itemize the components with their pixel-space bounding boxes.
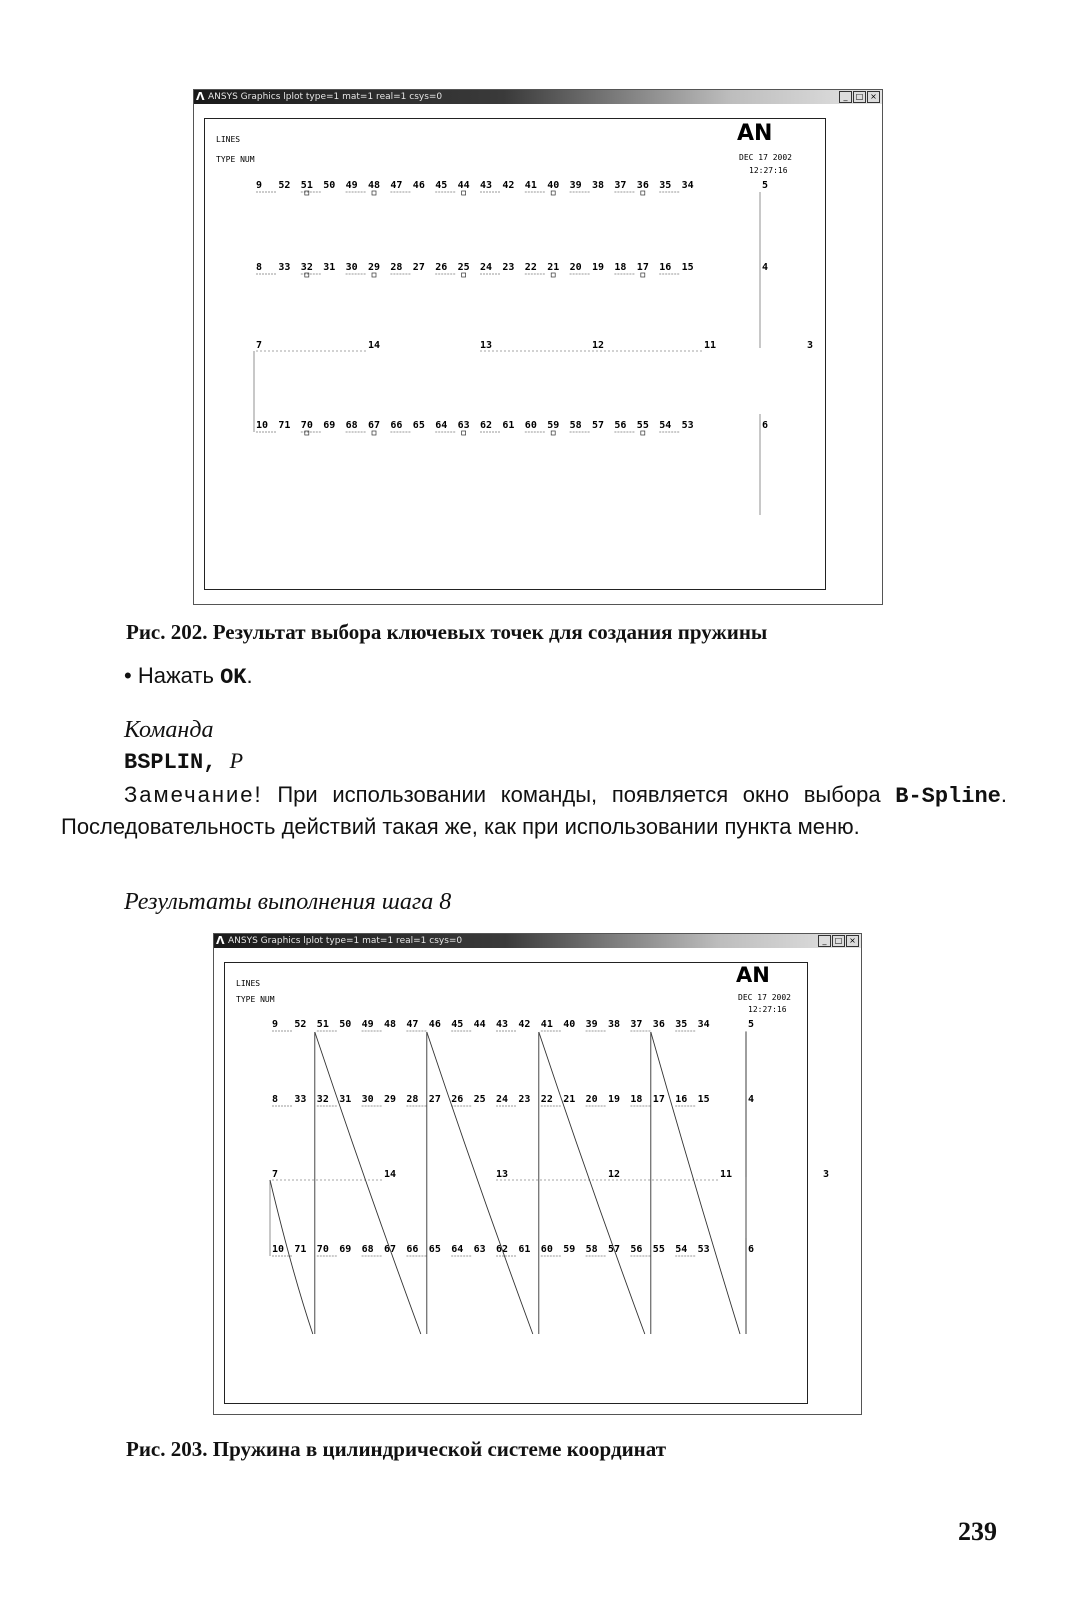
- keypoint-label: 28: [406, 1094, 419, 1105]
- keypoint-label: 43: [496, 1019, 509, 1030]
- keypoint-label: 52: [294, 1019, 307, 1030]
- keypoint-label: 4: [762, 262, 769, 273]
- command-line: [124, 748, 243, 775]
- keypoint-label: 45: [435, 180, 448, 191]
- command-arg: P: [229, 748, 244, 773]
- plot-time: 12:27:16: [748, 1005, 787, 1014]
- keypoint-label: 49: [361, 1019, 374, 1030]
- keypoints-layer: [254, 180, 813, 515]
- keypoint-label: 55: [636, 420, 649, 431]
- keypoint-label: 58: [585, 1244, 598, 1255]
- keypoint-label: 29: [384, 1094, 397, 1105]
- keypoint-label: 65: [428, 1244, 441, 1255]
- label-type-num: TYPE NUM: [236, 995, 275, 1004]
- spring-coil: [427, 1032, 533, 1334]
- keypoint-label: 6: [762, 420, 769, 431]
- note-code: B-Spline: [895, 784, 1001, 809]
- keypoint-label: 64: [451, 1244, 464, 1255]
- keypoint-label: 27: [428, 1094, 441, 1105]
- keypoint-label: 33: [278, 262, 291, 273]
- plot-area: [194, 90, 882, 604]
- spring-coil: [270, 1180, 313, 1334]
- keypoint-label: 56: [630, 1244, 643, 1255]
- keypoint-label: 14: [368, 340, 381, 351]
- keypoint-label: 38: [592, 180, 605, 191]
- keypoint-marker: [462, 273, 466, 277]
- keypoint-label: 22: [524, 262, 537, 273]
- note-part1: При использовании команды, появляется окно выбора: [262, 782, 896, 807]
- keypoint-label: 23: [518, 1094, 531, 1105]
- keypoint-label: 32: [300, 262, 313, 273]
- keypoint-label: 29: [368, 262, 381, 273]
- keypoint-label: 67: [368, 420, 381, 431]
- ansys-logo-icon: Λ: [196, 90, 205, 103]
- keypoint-label: 70: [300, 420, 313, 431]
- keypoint-label: 59: [547, 420, 560, 431]
- keypoint-label: 18: [614, 262, 627, 273]
- keypoint-label: 3: [807, 340, 814, 351]
- bullet-press-ok: [124, 663, 253, 690]
- keypoint-label: 68: [361, 1244, 374, 1255]
- keypoint-label: 49: [345, 180, 358, 191]
- ok-code: OK: [220, 665, 247, 690]
- keypoint-label: 57: [592, 420, 605, 431]
- keypoint-label: 60: [524, 420, 537, 431]
- keypoint-label: 66: [390, 420, 403, 431]
- keypoint-label: 54: [675, 1244, 688, 1255]
- keypoint-label: 54: [659, 420, 672, 431]
- keypoint-label: 66: [406, 1244, 419, 1255]
- keypoint-label: 52: [278, 180, 291, 191]
- keypoint-label: 36: [636, 180, 649, 191]
- keypoint-label: 50: [323, 180, 336, 191]
- close-button[interactable]: ×: [867, 91, 880, 103]
- keypoint-label: 59: [563, 1244, 576, 1255]
- keypoint-label: 55: [652, 1244, 665, 1255]
- keypoint-label: 23: [502, 262, 515, 273]
- keypoint-label: 10: [272, 1244, 285, 1255]
- keypoint-label: 46: [428, 1019, 441, 1030]
- keypoint-label: 44: [473, 1019, 486, 1030]
- keypoint-label: 22: [540, 1094, 553, 1105]
- keypoint-label: 6: [748, 1244, 755, 1255]
- keypoint-label: 24: [496, 1094, 509, 1105]
- keypoint-label: 26: [435, 262, 448, 273]
- keypoint-label: 24: [480, 262, 493, 273]
- ansys-logo: AN: [737, 121, 773, 146]
- keypoint-label: 11: [720, 1169, 733, 1180]
- plot-date: DEC 17 2002: [739, 153, 792, 162]
- keypoint-label: 43: [480, 180, 493, 191]
- keypoint-marker: [551, 273, 555, 277]
- keypoint-label: 45: [451, 1019, 464, 1030]
- keypoint-label: 35: [659, 180, 672, 191]
- keypoint-label: 13: [480, 340, 493, 351]
- window-title: ANSYS Graphics lplot type=1 mat=1 real=1 csys=0: [228, 936, 463, 946]
- keypoint-label: 47: [390, 180, 403, 191]
- keypoint-label: 58: [569, 420, 582, 431]
- keypoint-label: 53: [681, 420, 694, 431]
- label-lines: LINES: [216, 135, 241, 144]
- keypoint-label: 61: [518, 1244, 531, 1255]
- plot-time: 12:27:16: [749, 166, 788, 175]
- keypoint-label: 51: [316, 1019, 329, 1030]
- keypoint-label: 67: [384, 1244, 397, 1255]
- keypoint-marker: [462, 191, 466, 195]
- keypoint-label: 42: [502, 180, 515, 191]
- spring-coil: [315, 1032, 421, 1334]
- plot-area: [214, 934, 861, 1414]
- bullet-text: Нажать: [137, 663, 214, 688]
- keypoint-marker: [372, 273, 376, 277]
- maximize-button[interactable]: □: [853, 91, 866, 103]
- keypoint-label: 25: [457, 262, 470, 273]
- keypoint-marker: [551, 431, 555, 435]
- keypoint-label: 69: [323, 420, 336, 431]
- label-type-num: TYPE NUM: [216, 155, 255, 164]
- keypoint-label: 39: [569, 180, 582, 191]
- keypoint-label: 20: [585, 1094, 598, 1105]
- keypoint-label: 57: [608, 1244, 621, 1255]
- caption-fig203: Рис. 203. Пружина в цилиндрической системе координат: [126, 1437, 667, 1461]
- keypoint-label: 32: [316, 1094, 329, 1105]
- keypoint-label: 44: [457, 180, 470, 191]
- ansys-logo: AN: [736, 963, 770, 987]
- keypoint-label: 13: [496, 1169, 509, 1180]
- keypoint-label: 19: [608, 1094, 621, 1105]
- command-separator: ,: [203, 750, 230, 775]
- keypoint-label: 8: [256, 262, 263, 273]
- keypoint-label: 9: [256, 180, 263, 191]
- keypoint-label: 41: [524, 180, 537, 191]
- keypoint-label: 17: [652, 1094, 665, 1105]
- keypoint-label: 47: [406, 1019, 419, 1030]
- keypoint-label: 35: [675, 1019, 688, 1030]
- keypoint-label: 62: [480, 420, 493, 431]
- keypoint-label: 41: [540, 1019, 553, 1030]
- keypoint-label: 65: [412, 420, 425, 431]
- results-heading: Результаты выполнения шага 8: [124, 889, 452, 915]
- keypoint-label: 18: [630, 1094, 643, 1105]
- keypoint-label: 63: [473, 1244, 486, 1255]
- keypoint-label: 3: [823, 1169, 830, 1180]
- keypoint-marker: [641, 191, 645, 195]
- keypoint-label: 34: [681, 180, 694, 191]
- keypoints-layer: [270, 1019, 829, 1334]
- minimize-button[interactable]: _: [839, 91, 852, 103]
- keypoint-label: 15: [681, 262, 694, 273]
- keypoint-label: 40: [563, 1019, 576, 1030]
- keypoint-label: 17: [636, 262, 649, 273]
- keypoint-label: 37: [614, 180, 627, 191]
- keypoint-label: 30: [345, 262, 358, 273]
- keypoint-label: 21: [547, 262, 560, 273]
- keypoint-marker: [372, 431, 376, 435]
- keypoint-label: 46: [412, 180, 425, 191]
- keypoint-label: 31: [339, 1094, 352, 1105]
- maximize-button[interactable]: □: [832, 935, 845, 947]
- keypoint-label: 62: [496, 1244, 509, 1255]
- keypoint-label: 68: [345, 420, 358, 431]
- keypoint-label: 39: [585, 1019, 598, 1030]
- keypoint-label: 19: [592, 262, 605, 273]
- keypoint-label: 31: [323, 262, 336, 273]
- keypoint-label: 26: [451, 1094, 464, 1105]
- keypoint-label: 14: [384, 1169, 397, 1180]
- keypoint-label: 4: [748, 1094, 755, 1105]
- keypoint-label: 7: [256, 340, 263, 351]
- keypoint-label: 40: [547, 180, 560, 191]
- keypoint-label: 9: [272, 1019, 279, 1030]
- keypoint-label: 34: [697, 1019, 710, 1030]
- keypoint-label: 51: [300, 180, 313, 191]
- caption-fig202: Рис. 202. Результат выбора ключевых точек для создания пружины: [126, 620, 768, 644]
- note-paragraph: [61, 780, 1007, 842]
- minimize-button[interactable]: _: [818, 935, 831, 947]
- keypoint-marker: [462, 431, 466, 435]
- keypoint-label: 63: [457, 420, 470, 431]
- keypoint-label: 12: [608, 1169, 621, 1180]
- keypoint-marker: [551, 191, 555, 195]
- keypoint-label: 27: [412, 262, 425, 273]
- keypoint-label: 48: [368, 180, 381, 191]
- keypoint-label: 70: [316, 1244, 329, 1255]
- keypoint-label: 5: [748, 1019, 755, 1030]
- note-lead: Замечание!: [124, 782, 263, 807]
- label-lines: LINES: [236, 979, 261, 988]
- page-number: 239: [958, 1517, 997, 1546]
- keypoint-label: 16: [675, 1094, 688, 1105]
- bullet-tail: .: [246, 663, 253, 688]
- keypoint-label: 25: [473, 1094, 486, 1105]
- keypoint-label: 56: [614, 420, 627, 431]
- keypoint-label: 60: [540, 1244, 553, 1255]
- keypoint-marker: [641, 431, 645, 435]
- spring-coil: [651, 1032, 740, 1334]
- keypoint-label: 36: [652, 1019, 665, 1030]
- plot-date: DEC 17 2002: [738, 993, 791, 1002]
- bullet-symbol: •: [124, 663, 132, 688]
- keypoint-label: 8: [272, 1094, 279, 1105]
- spring-coil: [539, 1032, 645, 1334]
- keypoint-label: 48: [384, 1019, 397, 1030]
- note-part2: . Последовательность действий такая же, как при использовании пункта меню.: [61, 782, 1007, 839]
- keypoint-label: 5: [762, 180, 769, 191]
- keypoint-label: 50: [339, 1019, 352, 1030]
- keypoint-label: 16: [659, 262, 672, 273]
- close-button[interactable]: ×: [846, 935, 859, 947]
- keypoint-label: 71: [294, 1244, 307, 1255]
- keypoint-label: 64: [435, 420, 448, 431]
- ansys-window-fig203: [213, 933, 862, 1415]
- ansys-logo-icon: Λ: [216, 934, 225, 947]
- keypoint-label: 61: [502, 420, 515, 431]
- keypoint-label: 12: [592, 340, 605, 351]
- keypoint-label: 33: [294, 1094, 307, 1105]
- keypoint-label: 69: [339, 1244, 352, 1255]
- keypoint-label: 42: [518, 1019, 531, 1030]
- keypoint-label: 28: [390, 262, 403, 273]
- keypoint-label: 10: [256, 420, 269, 431]
- keypoint-label: 20: [569, 262, 582, 273]
- keypoint-marker: [372, 191, 376, 195]
- keypoint-label: 30: [361, 1094, 374, 1105]
- keypoint-label: 15: [697, 1094, 710, 1105]
- command-heading: Команда: [124, 717, 214, 743]
- keypoint-label: 37: [630, 1019, 643, 1030]
- keypoint-marker: [641, 273, 645, 277]
- keypoint-label: 11: [704, 340, 717, 351]
- keypoint-label: 71: [278, 420, 291, 431]
- keypoint-label: 53: [697, 1244, 710, 1255]
- command-name: BSPLIN: [124, 750, 204, 775]
- window-title: ANSYS Graphics lplot type=1 mat=1 real=1 csys=0: [208, 92, 443, 102]
- keypoint-label: 21: [563, 1094, 576, 1105]
- keypoint-label: 7: [272, 1169, 279, 1180]
- keypoint-label: 38: [608, 1019, 621, 1030]
- ansys-window-fig202: [193, 89, 883, 605]
